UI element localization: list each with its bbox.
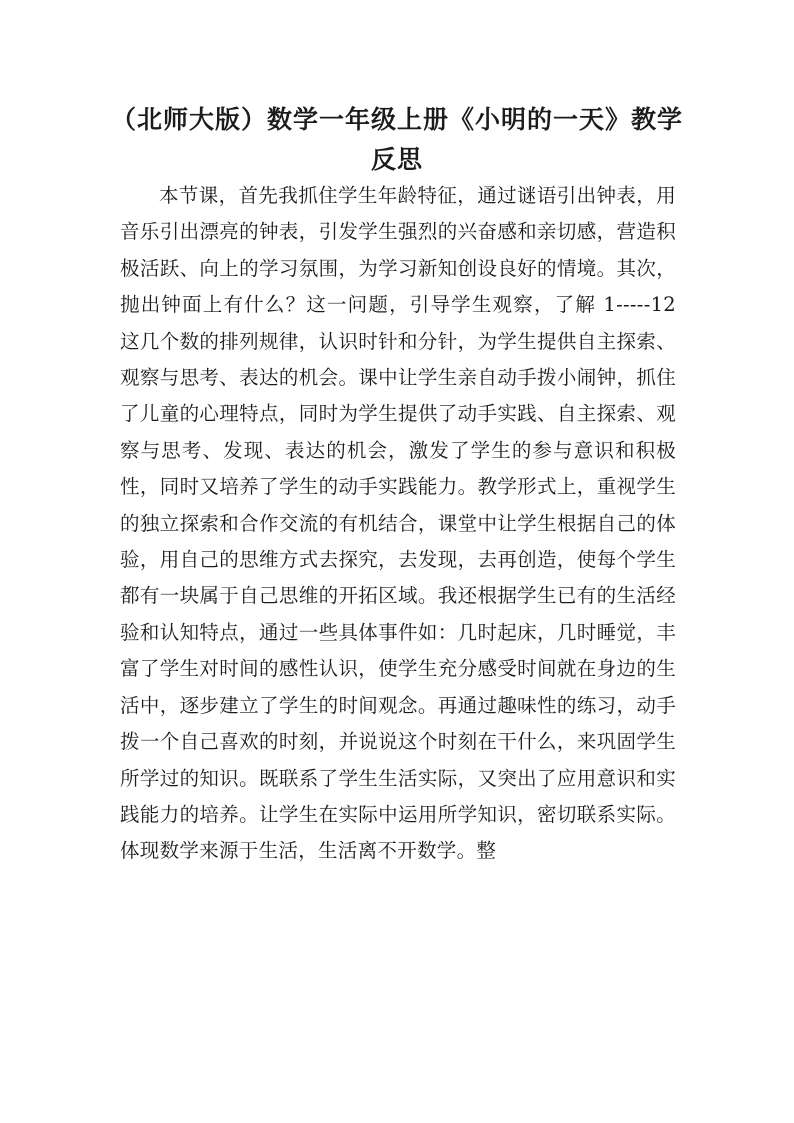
document-title: （北师大版）数学一年级上册《小明的一天》教学反思 (110, 105, 683, 174)
body-paragraph: 本节课，首先我抓住学生年龄特征，通过谜语引出钟表，用音乐引出漂亮的钟表，引发学生强烈的兴奋感和亲切感，营造积极活跃、向上的学习氛围，为学习新知创设良好的情境。其次，抛出钟面上有什么？这一问题，引导学生观察，了解 1-----12 这几个数的排列规律，认识时针和分针，为学生提供自主探索、观察与思考、表达的机会。课中让学生亲自动手拨小闹钟，抓住了儿童的心理特点，同时为学生提供了动手实践、自主探索、观察与思考、发现、表达的机会，激发了学生的参与意识和积极性，同时又培养了学生的动手实践能力。教学形式上，重视学生的独立探索和合作交流的有机结合，课堂中让学生根据自己的体验，用自己的思维方式去探究，去发现，去再创造，使每个学生都有一块属于自己思维的开拓区域。我还根据学生已有的生活经验和认知特点，通过一些具体事件如：几时起床，几时睡觉，丰富了学生对时间的感性认识，使学生充分感受时间就在身边的生活中，逐步建立了学生的时间观念。再通过趣味性的练习，动手拨一个自己喜欢的时刻，并说说这个时刻在干什么，来巩固学生所学过的知识。既联系了学生生活实际，又突出了应用意识和实践能力的培养。让学生在实际中运用所学知识，密切联系实际。体现数学来源于生活，生活离不开数学。整 (120, 184, 676, 863)
